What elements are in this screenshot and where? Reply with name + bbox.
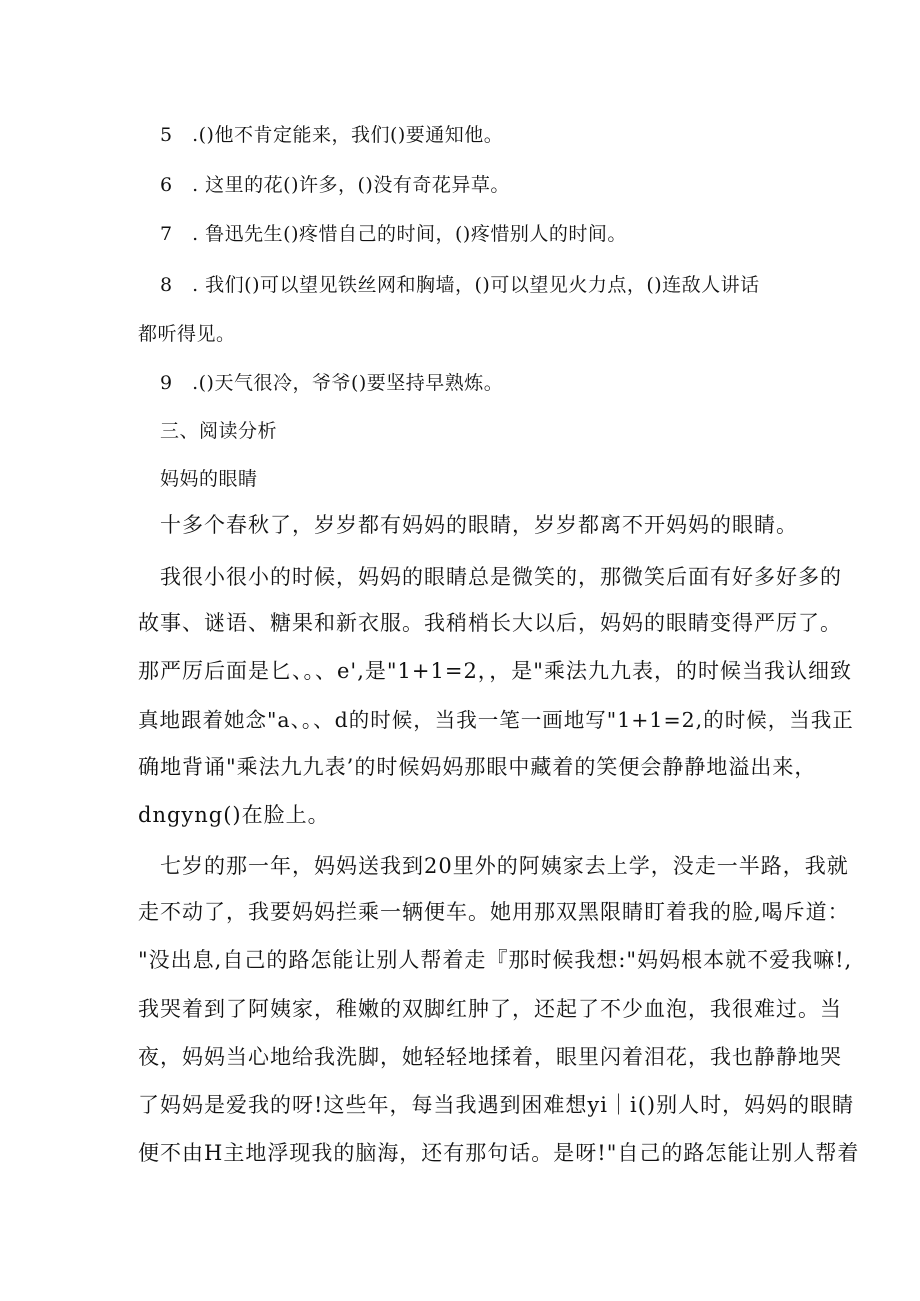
paragraph-line: 走不动了，我要妈妈拦乘一辆便车。她用那双黑限睛盯着我的脸,喝斥道： xyxy=(138,900,850,924)
paragraph-line: 我哭着到了阿姨家，稚嫩的双脚红肿了，还起了不少血泡，我很难过。当 xyxy=(138,997,842,1021)
exercise-9: 9 .()天气很冷，爷爷()要坚持早熟炼。 xyxy=(160,372,504,394)
paragraph-line: 那严厉后面是匕、。、e',是"1+1=2，，是"乘法九九表，的时候当我认细致 xyxy=(138,659,852,683)
paragraph-line: 便不由H主地浮现我的脑海，还有那句话。是呀!"自己的路怎能让别人帮着 xyxy=(138,1141,860,1165)
section-heading: 三、阅读分析 xyxy=(160,420,278,442)
paragraph-line: 我很小很小的时候，妈妈的眼睛总是微笑的，那微笑后面有好多好多的 xyxy=(160,565,842,589)
paragraph-line: 确地背诵"乘法九九表’的时候妈妈那眼中藏着的笑便会静静地溢出来， xyxy=(138,755,817,779)
article-title: 妈妈的眼睛 xyxy=(160,468,258,490)
exercise-5: 5 .()他不肯定能来，我们()要通知他。 xyxy=(160,124,504,146)
paragraph-line: 故事、谜语、糖果和新衣服。我稍梢长大以后，妈妈的眼睛变得严厉了。 xyxy=(138,611,842,635)
paragraph-line: 七岁的那一年，妈妈送我到20里外的阿姨家去上学，没走一半路，我就 xyxy=(160,854,849,878)
paragraph-line: 了妈妈是爱我的呀!这些年，每当我遇到困难想yi｜i()别人时，妈妈的眼睛 xyxy=(138,1093,855,1117)
exercise-6: 6 . 这里的花()许多，()没有奇花异草。 xyxy=(160,174,510,196)
paragraph-line: "没出息,自己的路怎能让别人帮着走『那时候我想:"妈妈根本就不爱我嘛!, xyxy=(138,948,853,972)
paragraph-line: 夜，妈妈当心地给我洗脚，她轻轻地揉着，眼里闪着泪花，我也静静地哭 xyxy=(138,1045,842,1069)
exercise-8: 8 . 我们()可以望见铁丝网和胸墙，()可以望见火力点，()连敌人讲话 xyxy=(160,274,760,296)
paragraph-line: 真地跟着她念"a、。、d的时候，当我一笔一画地写"1+1=2,的时候，当我正 xyxy=(138,708,854,732)
exercise-7: 7 . 鲁迅先生()疼惜自己的时间，()疼惜别人的时间。 xyxy=(160,223,627,245)
paragraph-line: 十多个春秋了，岁岁都有妈妈的眼睛，岁岁都离不开妈妈的眼睛。 xyxy=(160,513,798,537)
paragraph-line: dngyng()在脸上。 xyxy=(138,803,330,827)
exercise-8-continued: 都听得见。 xyxy=(138,323,236,345)
